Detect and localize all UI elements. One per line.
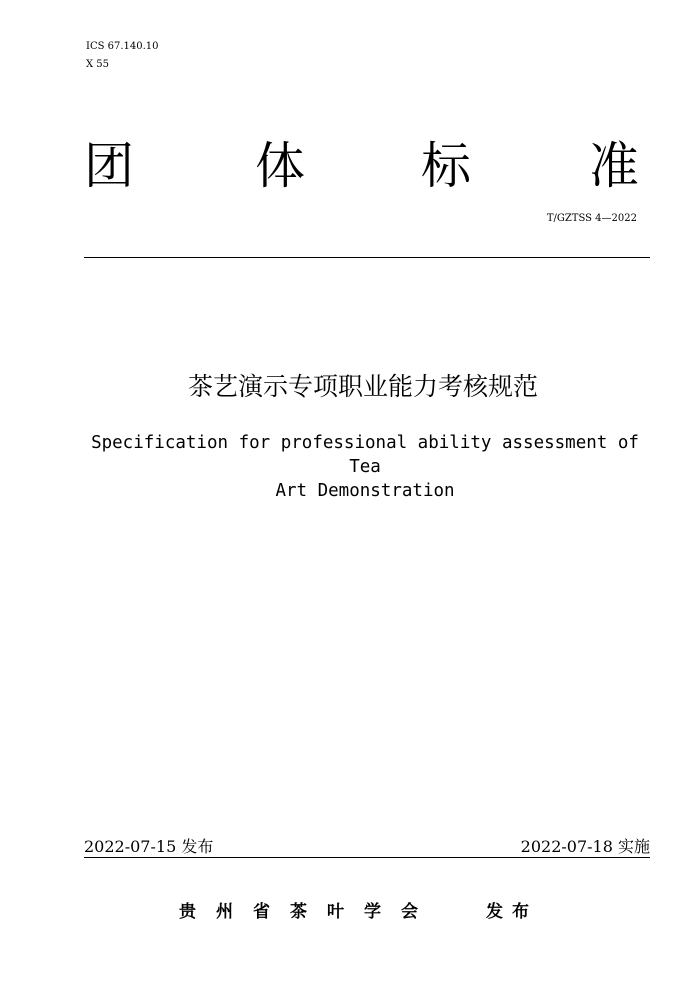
standard-type-title: [84, 136, 640, 196]
standard-number: T/GZTSS 4—2022: [546, 213, 637, 224]
ics-code: ICS 67.140.10: [86, 41, 159, 52]
standard-type-char: 标: [421, 137, 471, 195]
publish-date: 2022-07-15 发布: [84, 837, 214, 856]
publisher-name: 贵州省茶叶学会: [179, 902, 438, 922]
publish-label: 发布: [486, 902, 538, 922]
document-title-english-line: Art Demonstration: [275, 481, 455, 501]
standard-type-char: 准: [589, 137, 639, 195]
footer-divider: [84, 857, 650, 858]
document-title-english: [78, 431, 652, 503]
implementation-date: 2022-07-18 实施: [520, 837, 650, 856]
standard-type-char: 体: [255, 137, 305, 195]
classification-code: X 55: [86, 59, 110, 70]
header-divider: [84, 257, 650, 258]
document-title-chinese: 茶艺演示专项职业能力考核规范: [187, 372, 538, 401]
standard-type-char: 团: [84, 137, 134, 195]
document-title-english-line: Specification for professional ability assessment of Tea: [91, 433, 639, 477]
